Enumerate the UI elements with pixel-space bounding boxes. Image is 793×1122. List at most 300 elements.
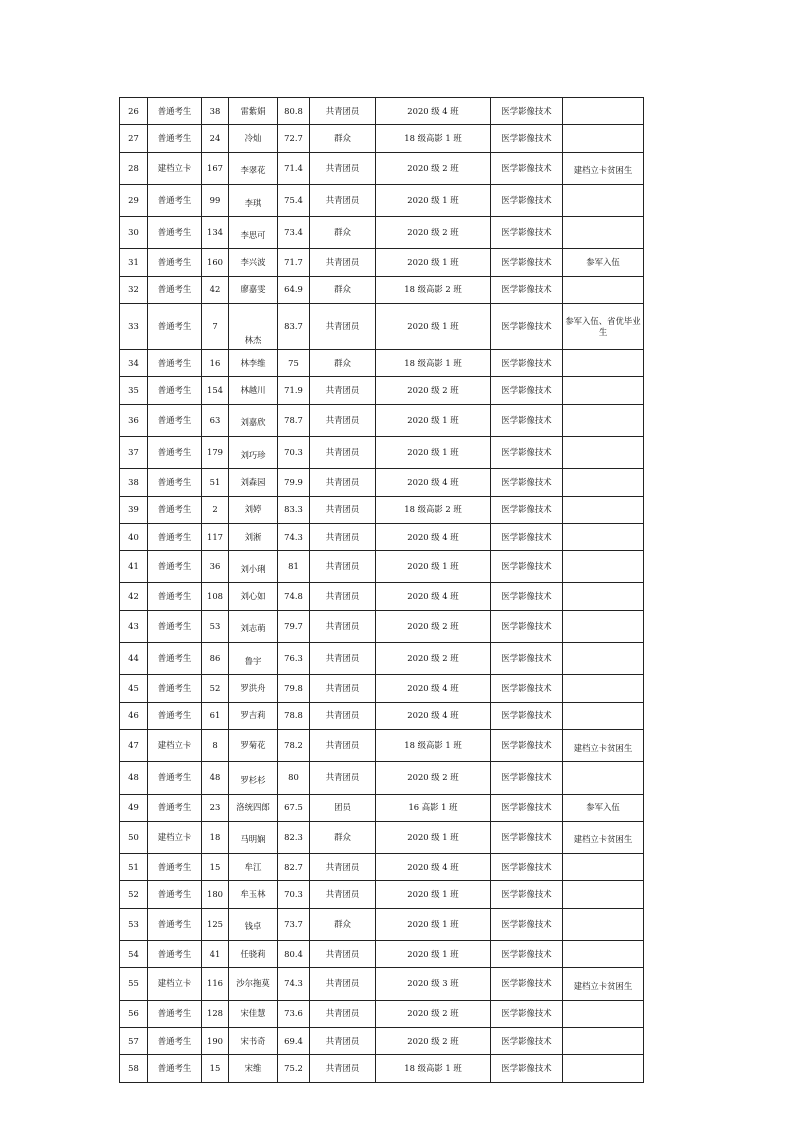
name-cell: 鲁宇 <box>229 643 278 675</box>
table-body <box>120 98 644 1083</box>
exam-number-cell: 167 <box>202 152 229 184</box>
table-row <box>120 643 644 675</box>
row-number-cell: 48 <box>120 762 148 794</box>
political-status-cell: 共青团员 <box>310 610 376 642</box>
major-cell: 医学影像技术 <box>491 968 563 1000</box>
score-cell: 83.7 <box>278 304 310 350</box>
class-cell: 2020 级 4 班 <box>376 702 491 729</box>
major-cell: 医学影像技术 <box>491 350 563 377</box>
major-cell: 医学影像技术 <box>491 125 563 152</box>
table-row <box>120 152 644 184</box>
category-cell: 普通考生 <box>148 377 202 404</box>
name-cell: 冷灿 <box>229 125 278 152</box>
class-cell: 2020 级 1 班 <box>376 821 491 853</box>
political-status-cell: 共青团员 <box>310 184 376 216</box>
political-status-cell: 共青团员 <box>310 643 376 675</box>
score-cell: 71.4 <box>278 152 310 184</box>
category-cell: 普通考生 <box>148 350 202 377</box>
class-cell: 2020 级 1 班 <box>376 551 491 583</box>
score-cell: 70.3 <box>278 881 310 908</box>
remarks-cell <box>563 404 644 436</box>
name-cell: 钱卓 <box>229 908 278 940</box>
name-cell: 沙尔拖莫 <box>229 968 278 1000</box>
remarks-cell: 参军入伍、省优毕业生 <box>563 304 644 350</box>
exam-number-cell: 8 <box>202 729 229 761</box>
category-cell: 普通考生 <box>148 854 202 881</box>
score-cell: 76.3 <box>278 643 310 675</box>
name-cell: 马明娴 <box>229 821 278 853</box>
name-cell: 罗洪舟 <box>229 675 278 702</box>
category-cell: 普通考生 <box>148 276 202 303</box>
exam-number-cell: 23 <box>202 794 229 821</box>
score-cell: 69.4 <box>278 1027 310 1054</box>
table-row <box>120 1027 644 1054</box>
score-cell: 81 <box>278 551 310 583</box>
class-cell: 2020 级 2 班 <box>376 1000 491 1027</box>
row-number-cell: 34 <box>120 350 148 377</box>
political-status-cell: 共青团员 <box>310 496 376 523</box>
table-row <box>120 968 644 1000</box>
exam-number-cell: 36 <box>202 551 229 583</box>
class-cell: 2020 级 4 班 <box>376 523 491 550</box>
major-cell: 医学影像技术 <box>491 675 563 702</box>
table-row <box>120 1055 644 1082</box>
table-row <box>120 377 644 404</box>
row-number-cell: 43 <box>120 610 148 642</box>
class-cell: 2020 级 1 班 <box>376 404 491 436</box>
category-cell: 普通考生 <box>148 304 202 350</box>
class-cell: 2020 级 2 班 <box>376 377 491 404</box>
class-cell: 2020 级 2 班 <box>376 762 491 794</box>
class-cell: 2020 级 4 班 <box>376 98 491 125</box>
major-cell: 医学影像技术 <box>491 762 563 794</box>
class-cell: 18 级高影 1 班 <box>376 1055 491 1082</box>
row-number-cell: 40 <box>120 523 148 550</box>
major-cell: 医学影像技术 <box>491 404 563 436</box>
category-cell: 普通考生 <box>148 610 202 642</box>
category-cell: 普通考生 <box>148 908 202 940</box>
political-status-cell: 共青团员 <box>310 1000 376 1027</box>
score-cell: 75.4 <box>278 184 310 216</box>
remarks-cell <box>563 908 644 940</box>
name-cell: 刘心如 <box>229 583 278 610</box>
row-number-cell: 57 <box>120 1027 148 1054</box>
class-cell: 2020 级 1 班 <box>376 184 491 216</box>
name-cell: 任骁莉 <box>229 941 278 968</box>
table-row <box>120 794 644 821</box>
remarks-cell <box>563 1000 644 1027</box>
class-cell: 2020 级 3 班 <box>376 968 491 1000</box>
political-status-cell: 共青团员 <box>310 249 376 276</box>
table-row <box>120 854 644 881</box>
row-number-cell: 56 <box>120 1000 148 1027</box>
exam-number-cell: 160 <box>202 249 229 276</box>
row-number-cell: 32 <box>120 276 148 303</box>
score-cell: 80.4 <box>278 941 310 968</box>
political-status-cell: 共青团员 <box>310 436 376 468</box>
class-cell: 2020 级 1 班 <box>376 304 491 350</box>
exam-number-cell: 128 <box>202 1000 229 1027</box>
remarks-cell <box>563 436 644 468</box>
political-status-cell: 群众 <box>310 821 376 853</box>
remarks-cell <box>563 583 644 610</box>
remarks-cell <box>563 1027 644 1054</box>
class-cell: 16 高影 1 班 <box>376 794 491 821</box>
table-row <box>120 1000 644 1027</box>
remarks-cell: 参军入伍 <box>563 794 644 821</box>
category-cell: 普通考生 <box>148 881 202 908</box>
exam-number-cell: 179 <box>202 436 229 468</box>
class-cell: 2020 级 4 班 <box>376 469 491 496</box>
major-cell: 医学影像技术 <box>491 249 563 276</box>
row-number-cell: 27 <box>120 125 148 152</box>
row-number-cell: 58 <box>120 1055 148 1082</box>
political-status-cell: 共青团员 <box>310 702 376 729</box>
category-cell: 普通考生 <box>148 1055 202 1082</box>
score-cell: 83.3 <box>278 496 310 523</box>
major-cell: 医学影像技术 <box>491 184 563 216</box>
row-number-cell: 35 <box>120 377 148 404</box>
major-cell: 医学影像技术 <box>491 794 563 821</box>
table-row <box>120 404 644 436</box>
row-number-cell: 52 <box>120 881 148 908</box>
category-cell: 普通考生 <box>148 404 202 436</box>
category-cell: 普通考生 <box>148 184 202 216</box>
name-cell: 刘小琍 <box>229 551 278 583</box>
score-cell: 74.3 <box>278 523 310 550</box>
class-cell: 2020 级 4 班 <box>376 583 491 610</box>
class-cell: 18 级高影 2 班 <box>376 276 491 303</box>
score-cell: 78.2 <box>278 729 310 761</box>
class-cell: 2020 级 4 班 <box>376 675 491 702</box>
remarks-cell: 参军入伍 <box>563 249 644 276</box>
remarks-cell <box>563 276 644 303</box>
score-cell: 80 <box>278 762 310 794</box>
class-cell: 18 级高影 1 班 <box>376 125 491 152</box>
exam-number-cell: 108 <box>202 583 229 610</box>
table-row <box>120 98 644 125</box>
political-status-cell: 共青团员 <box>310 404 376 436</box>
major-cell: 医学影像技术 <box>491 643 563 675</box>
major-cell: 医学影像技术 <box>491 496 563 523</box>
category-cell: 普通考生 <box>148 217 202 249</box>
table-row <box>120 702 644 729</box>
score-cell: 78.8 <box>278 702 310 729</box>
class-cell: 2020 级 1 班 <box>376 436 491 468</box>
name-cell: 宋佳慧 <box>229 1000 278 1027</box>
remarks-cell <box>563 551 644 583</box>
category-cell: 普通考生 <box>148 1027 202 1054</box>
major-cell: 医学影像技术 <box>491 217 563 249</box>
exam-number-cell: 51 <box>202 469 229 496</box>
table-row <box>120 675 644 702</box>
table-row <box>120 276 644 303</box>
political-status-cell: 共青团员 <box>310 469 376 496</box>
remarks-cell <box>563 350 644 377</box>
remarks-cell <box>563 1055 644 1082</box>
row-number-cell: 53 <box>120 908 148 940</box>
exam-number-cell: 38 <box>202 98 229 125</box>
exam-number-cell: 117 <box>202 523 229 550</box>
political-status-cell: 共青团员 <box>310 152 376 184</box>
political-status-cell: 群众 <box>310 350 376 377</box>
exam-number-cell: 52 <box>202 675 229 702</box>
exam-number-cell: 2 <box>202 496 229 523</box>
row-number-cell: 28 <box>120 152 148 184</box>
category-cell: 建档立卡 <box>148 968 202 1000</box>
exam-number-cell: 154 <box>202 377 229 404</box>
remarks-cell <box>563 377 644 404</box>
exam-number-cell: 99 <box>202 184 229 216</box>
political-status-cell: 共青团员 <box>310 729 376 761</box>
political-status-cell: 团员 <box>310 794 376 821</box>
score-cell: 74.8 <box>278 583 310 610</box>
remarks-cell <box>563 762 644 794</box>
row-number-cell: 46 <box>120 702 148 729</box>
class-cell: 2020 级 2 班 <box>376 610 491 642</box>
remarks-cell: 建档立卡贫困生 <box>563 729 644 761</box>
exam-number-cell: 16 <box>202 350 229 377</box>
political-status-cell: 共青团员 <box>310 881 376 908</box>
name-cell: 廖嘉雯 <box>229 276 278 303</box>
political-status-cell: 共青团员 <box>310 675 376 702</box>
table-row <box>120 125 644 152</box>
major-cell: 医学影像技术 <box>491 551 563 583</box>
row-number-cell: 39 <box>120 496 148 523</box>
exam-number-cell: 24 <box>202 125 229 152</box>
table-row <box>120 217 644 249</box>
category-cell: 普通考生 <box>148 249 202 276</box>
name-cell: 李琪 <box>229 184 278 216</box>
table-row <box>120 249 644 276</box>
remarks-cell <box>563 675 644 702</box>
score-cell: 82.7 <box>278 854 310 881</box>
table-row <box>120 496 644 523</box>
score-cell: 79.8 <box>278 675 310 702</box>
row-number-cell: 51 <box>120 854 148 881</box>
name-cell: 刘嘉欣 <box>229 404 278 436</box>
category-cell: 普通考生 <box>148 496 202 523</box>
table-row <box>120 762 644 794</box>
major-cell: 医学影像技术 <box>491 377 563 404</box>
category-cell: 普通考生 <box>148 675 202 702</box>
row-number-cell: 41 <box>120 551 148 583</box>
category-cell: 普通考生 <box>148 551 202 583</box>
remarks-cell <box>563 854 644 881</box>
score-cell: 80.8 <box>278 98 310 125</box>
political-status-cell: 群众 <box>310 125 376 152</box>
category-cell: 普通考生 <box>148 762 202 794</box>
category-cell: 普通考生 <box>148 583 202 610</box>
table-row <box>120 523 644 550</box>
category-cell: 普通考生 <box>148 702 202 729</box>
class-cell: 2020 级 1 班 <box>376 941 491 968</box>
table-row <box>120 583 644 610</box>
political-status-cell: 共青团员 <box>310 304 376 350</box>
table-row <box>120 908 644 940</box>
major-cell: 医学影像技术 <box>491 583 563 610</box>
name-cell: 牟江 <box>229 854 278 881</box>
name-cell: 李翠花 <box>229 152 278 184</box>
exam-number-cell: 116 <box>202 968 229 1000</box>
name-cell: 罗吉莉 <box>229 702 278 729</box>
remarks-cell: 建档立卡贫困生 <box>563 821 644 853</box>
category-cell: 普通考生 <box>148 523 202 550</box>
class-cell: 2020 级 1 班 <box>376 881 491 908</box>
political-status-cell: 共青团员 <box>310 941 376 968</box>
row-number-cell: 42 <box>120 583 148 610</box>
row-number-cell: 38 <box>120 469 148 496</box>
major-cell: 医学影像技术 <box>491 98 563 125</box>
political-status-cell: 共青团员 <box>310 523 376 550</box>
remarks-cell <box>563 523 644 550</box>
remarks-cell <box>563 881 644 908</box>
remarks-cell <box>563 217 644 249</box>
class-cell: 18 级高影 2 班 <box>376 496 491 523</box>
class-cell: 18 级高影 1 班 <box>376 729 491 761</box>
class-cell: 2020 级 2 班 <box>376 643 491 675</box>
exam-number-cell: 18 <box>202 821 229 853</box>
table-row <box>120 821 644 853</box>
category-cell: 建档立卡 <box>148 729 202 761</box>
score-cell: 74.3 <box>278 968 310 1000</box>
major-cell: 医学影像技术 <box>491 1027 563 1054</box>
name-cell: 宋书奇 <box>229 1027 278 1054</box>
row-number-cell: 55 <box>120 968 148 1000</box>
table-row <box>120 881 644 908</box>
exam-number-cell: 7 <box>202 304 229 350</box>
exam-number-cell: 42 <box>202 276 229 303</box>
political-status-cell: 共青团员 <box>310 98 376 125</box>
category-cell: 普通考生 <box>148 794 202 821</box>
student-roster-table <box>119 97 644 1083</box>
name-cell: 雷紫娟 <box>229 98 278 125</box>
exam-number-cell: 190 <box>202 1027 229 1054</box>
name-cell: 宋维 <box>229 1055 278 1082</box>
exam-number-cell: 180 <box>202 881 229 908</box>
exam-number-cell: 125 <box>202 908 229 940</box>
row-number-cell: 36 <box>120 404 148 436</box>
political-status-cell: 共青团员 <box>310 583 376 610</box>
class-cell: 2020 级 4 班 <box>376 854 491 881</box>
name-cell: 李思可 <box>229 217 278 249</box>
table-row <box>120 436 644 468</box>
exam-number-cell: 15 <box>202 1055 229 1082</box>
major-cell: 医学影像技术 <box>491 152 563 184</box>
exam-number-cell: 134 <box>202 217 229 249</box>
major-cell: 医学影像技术 <box>491 941 563 968</box>
exam-number-cell: 48 <box>202 762 229 794</box>
table-row <box>120 304 644 350</box>
political-status-cell: 共青团员 <box>310 968 376 1000</box>
political-status-cell: 共青团员 <box>310 854 376 881</box>
class-cell: 2020 级 1 班 <box>376 249 491 276</box>
table-row <box>120 610 644 642</box>
name-cell: 林李维 <box>229 350 278 377</box>
remarks-cell <box>563 610 644 642</box>
row-number-cell: 31 <box>120 249 148 276</box>
political-status-cell: 群众 <box>310 217 376 249</box>
name-cell: 刘森园 <box>229 469 278 496</box>
row-number-cell: 26 <box>120 98 148 125</box>
class-cell: 2020 级 2 班 <box>376 152 491 184</box>
major-cell: 医学影像技术 <box>491 881 563 908</box>
table-row <box>120 184 644 216</box>
major-cell: 医学影像技术 <box>491 276 563 303</box>
remarks-cell <box>563 496 644 523</box>
name-cell: 林越川 <box>229 377 278 404</box>
political-status-cell: 共青团员 <box>310 1027 376 1054</box>
row-number-cell: 47 <box>120 729 148 761</box>
major-cell: 医学影像技术 <box>491 1055 563 1082</box>
score-cell: 71.7 <box>278 249 310 276</box>
score-cell: 73.7 <box>278 908 310 940</box>
major-cell: 医学影像技术 <box>491 821 563 853</box>
score-cell: 78.7 <box>278 404 310 436</box>
name-cell: 牟玉林 <box>229 881 278 908</box>
table-row <box>120 551 644 583</box>
row-number-cell: 33 <box>120 304 148 350</box>
major-cell: 医学影像技术 <box>491 304 563 350</box>
remarks-cell <box>563 702 644 729</box>
remarks-cell: 建档立卡贫困生 <box>563 152 644 184</box>
score-cell: 70.3 <box>278 436 310 468</box>
name-cell: 林杰 <box>229 304 278 350</box>
exam-number-cell: 41 <box>202 941 229 968</box>
class-cell: 2020 级 2 班 <box>376 217 491 249</box>
score-cell: 79.7 <box>278 610 310 642</box>
class-cell: 2020 级 2 班 <box>376 1027 491 1054</box>
score-cell: 72.7 <box>278 125 310 152</box>
category-cell: 普通考生 <box>148 125 202 152</box>
row-number-cell: 30 <box>120 217 148 249</box>
score-cell: 75.2 <box>278 1055 310 1082</box>
major-cell: 医学影像技术 <box>491 702 563 729</box>
category-cell: 普通考生 <box>148 1000 202 1027</box>
category-cell: 普通考生 <box>148 436 202 468</box>
name-cell: 罗菊花 <box>229 729 278 761</box>
political-status-cell: 共青团员 <box>310 377 376 404</box>
exam-number-cell: 63 <box>202 404 229 436</box>
political-status-cell: 共青团员 <box>310 1055 376 1082</box>
row-number-cell: 44 <box>120 643 148 675</box>
remarks-cell: 建档立卡贫困生 <box>563 968 644 1000</box>
score-cell: 79.9 <box>278 469 310 496</box>
major-cell: 医学影像技术 <box>491 610 563 642</box>
class-cell: 18 级高影 1 班 <box>376 350 491 377</box>
row-number-cell: 45 <box>120 675 148 702</box>
category-cell: 普通考生 <box>148 941 202 968</box>
score-cell: 82.3 <box>278 821 310 853</box>
name-cell: 洛统四郎 <box>229 794 278 821</box>
class-cell: 2020 级 1 班 <box>376 908 491 940</box>
major-cell: 医学影像技术 <box>491 908 563 940</box>
category-cell: 普通考生 <box>148 643 202 675</box>
table-row <box>120 469 644 496</box>
remarks-cell <box>563 469 644 496</box>
exam-number-cell: 15 <box>202 854 229 881</box>
category-cell: 建档立卡 <box>148 152 202 184</box>
row-number-cell: 50 <box>120 821 148 853</box>
table-row <box>120 941 644 968</box>
exam-number-cell: 53 <box>202 610 229 642</box>
table-row <box>120 729 644 761</box>
row-number-cell: 37 <box>120 436 148 468</box>
major-cell: 医学影像技术 <box>491 1000 563 1027</box>
remarks-cell <box>563 125 644 152</box>
remarks-cell <box>563 98 644 125</box>
category-cell: 普通考生 <box>148 469 202 496</box>
